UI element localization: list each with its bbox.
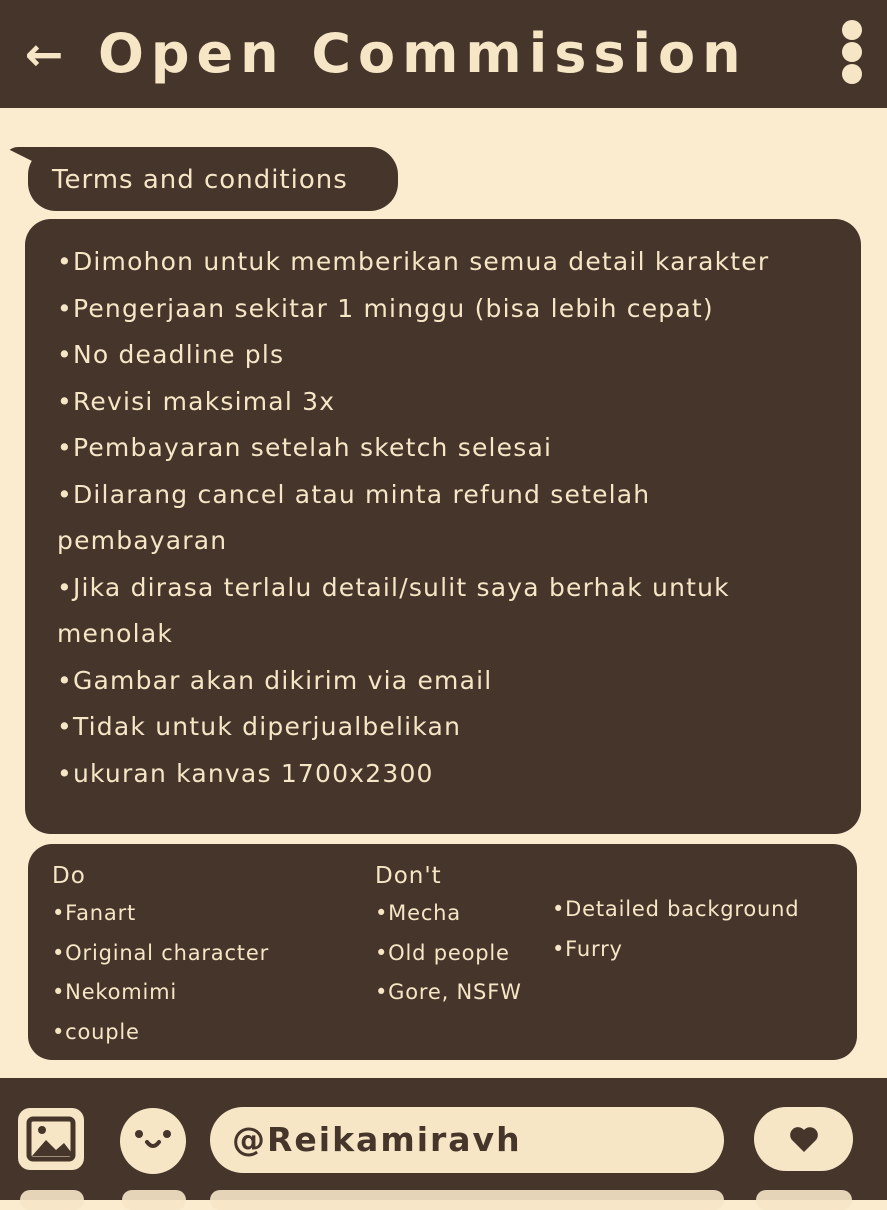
dont-item: •Gore, NSFW — [375, 980, 522, 1004]
terms-item: •No deadline pls — [57, 340, 285, 369]
terms-item: •Dimohon untuk memberikan semua detail karakter — [57, 247, 770, 276]
do-dont-message-card — [28, 844, 857, 1060]
ghost-image-icon — [20, 1190, 84, 1210]
message-input-value: @Reikamiravh — [232, 1120, 522, 1159]
terms-heading: Terms and conditions — [52, 165, 348, 195]
terms-message-card — [25, 219, 861, 834]
dont-column — [375, 858, 522, 1013]
terms-list — [25, 219, 861, 797]
do-item: •Nekomimi — [52, 980, 178, 1004]
dont-item: •Mecha — [375, 901, 461, 925]
smiley-face-icon[interactable] — [120, 1108, 186, 1174]
heart-icon[interactable] — [754, 1107, 853, 1171]
terms-item: •Dilarang cancel atau minta refund setelah pembayaran — [57, 479, 651, 555]
dont-item: •Furry — [552, 936, 623, 961]
do-item: •Fanart — [52, 901, 137, 925]
do-column — [52, 858, 269, 1052]
do-heading: Do — [52, 863, 86, 889]
do-item: •couple — [52, 1019, 140, 1044]
more-vertical-icon[interactable] — [836, 20, 868, 84]
ghost-heart-icon — [756, 1190, 852, 1210]
dont-column-2 — [552, 890, 799, 969]
ghost-input — [210, 1190, 724, 1210]
terms-item: •Jika dirasa terlalu detail/sulit saya berhak untuk menolak — [57, 572, 730, 648]
page-title: Open Commission — [98, 22, 748, 85]
terms-item: •Tidak untuk diperjualbelikan — [57, 712, 462, 741]
dont-item: •Old people — [375, 940, 510, 965]
terms-item: •ukuran kanvas 1700x2300 — [57, 758, 434, 788]
terms-item: •Pengerjaan sekitar 1 minggu (bisa lebih cepat) — [57, 293, 714, 323]
dont-item: •Detailed background — [552, 897, 800, 921]
terms-item: •Pembayaran setelah sketch selesai — [57, 433, 553, 462]
dont-heading: Don't — [375, 863, 442, 889]
do-item: •Original character — [52, 940, 269, 965]
ghost-emoji-icon — [122, 1190, 186, 1210]
terms-item: •Gambar akan dikirim via email — [57, 665, 493, 695]
terms-item: •Revisi maksimal 3x — [57, 386, 336, 416]
arrow-left-icon[interactable]: ← — [24, 27, 64, 81]
image-icon[interactable] — [18, 1108, 84, 1170]
